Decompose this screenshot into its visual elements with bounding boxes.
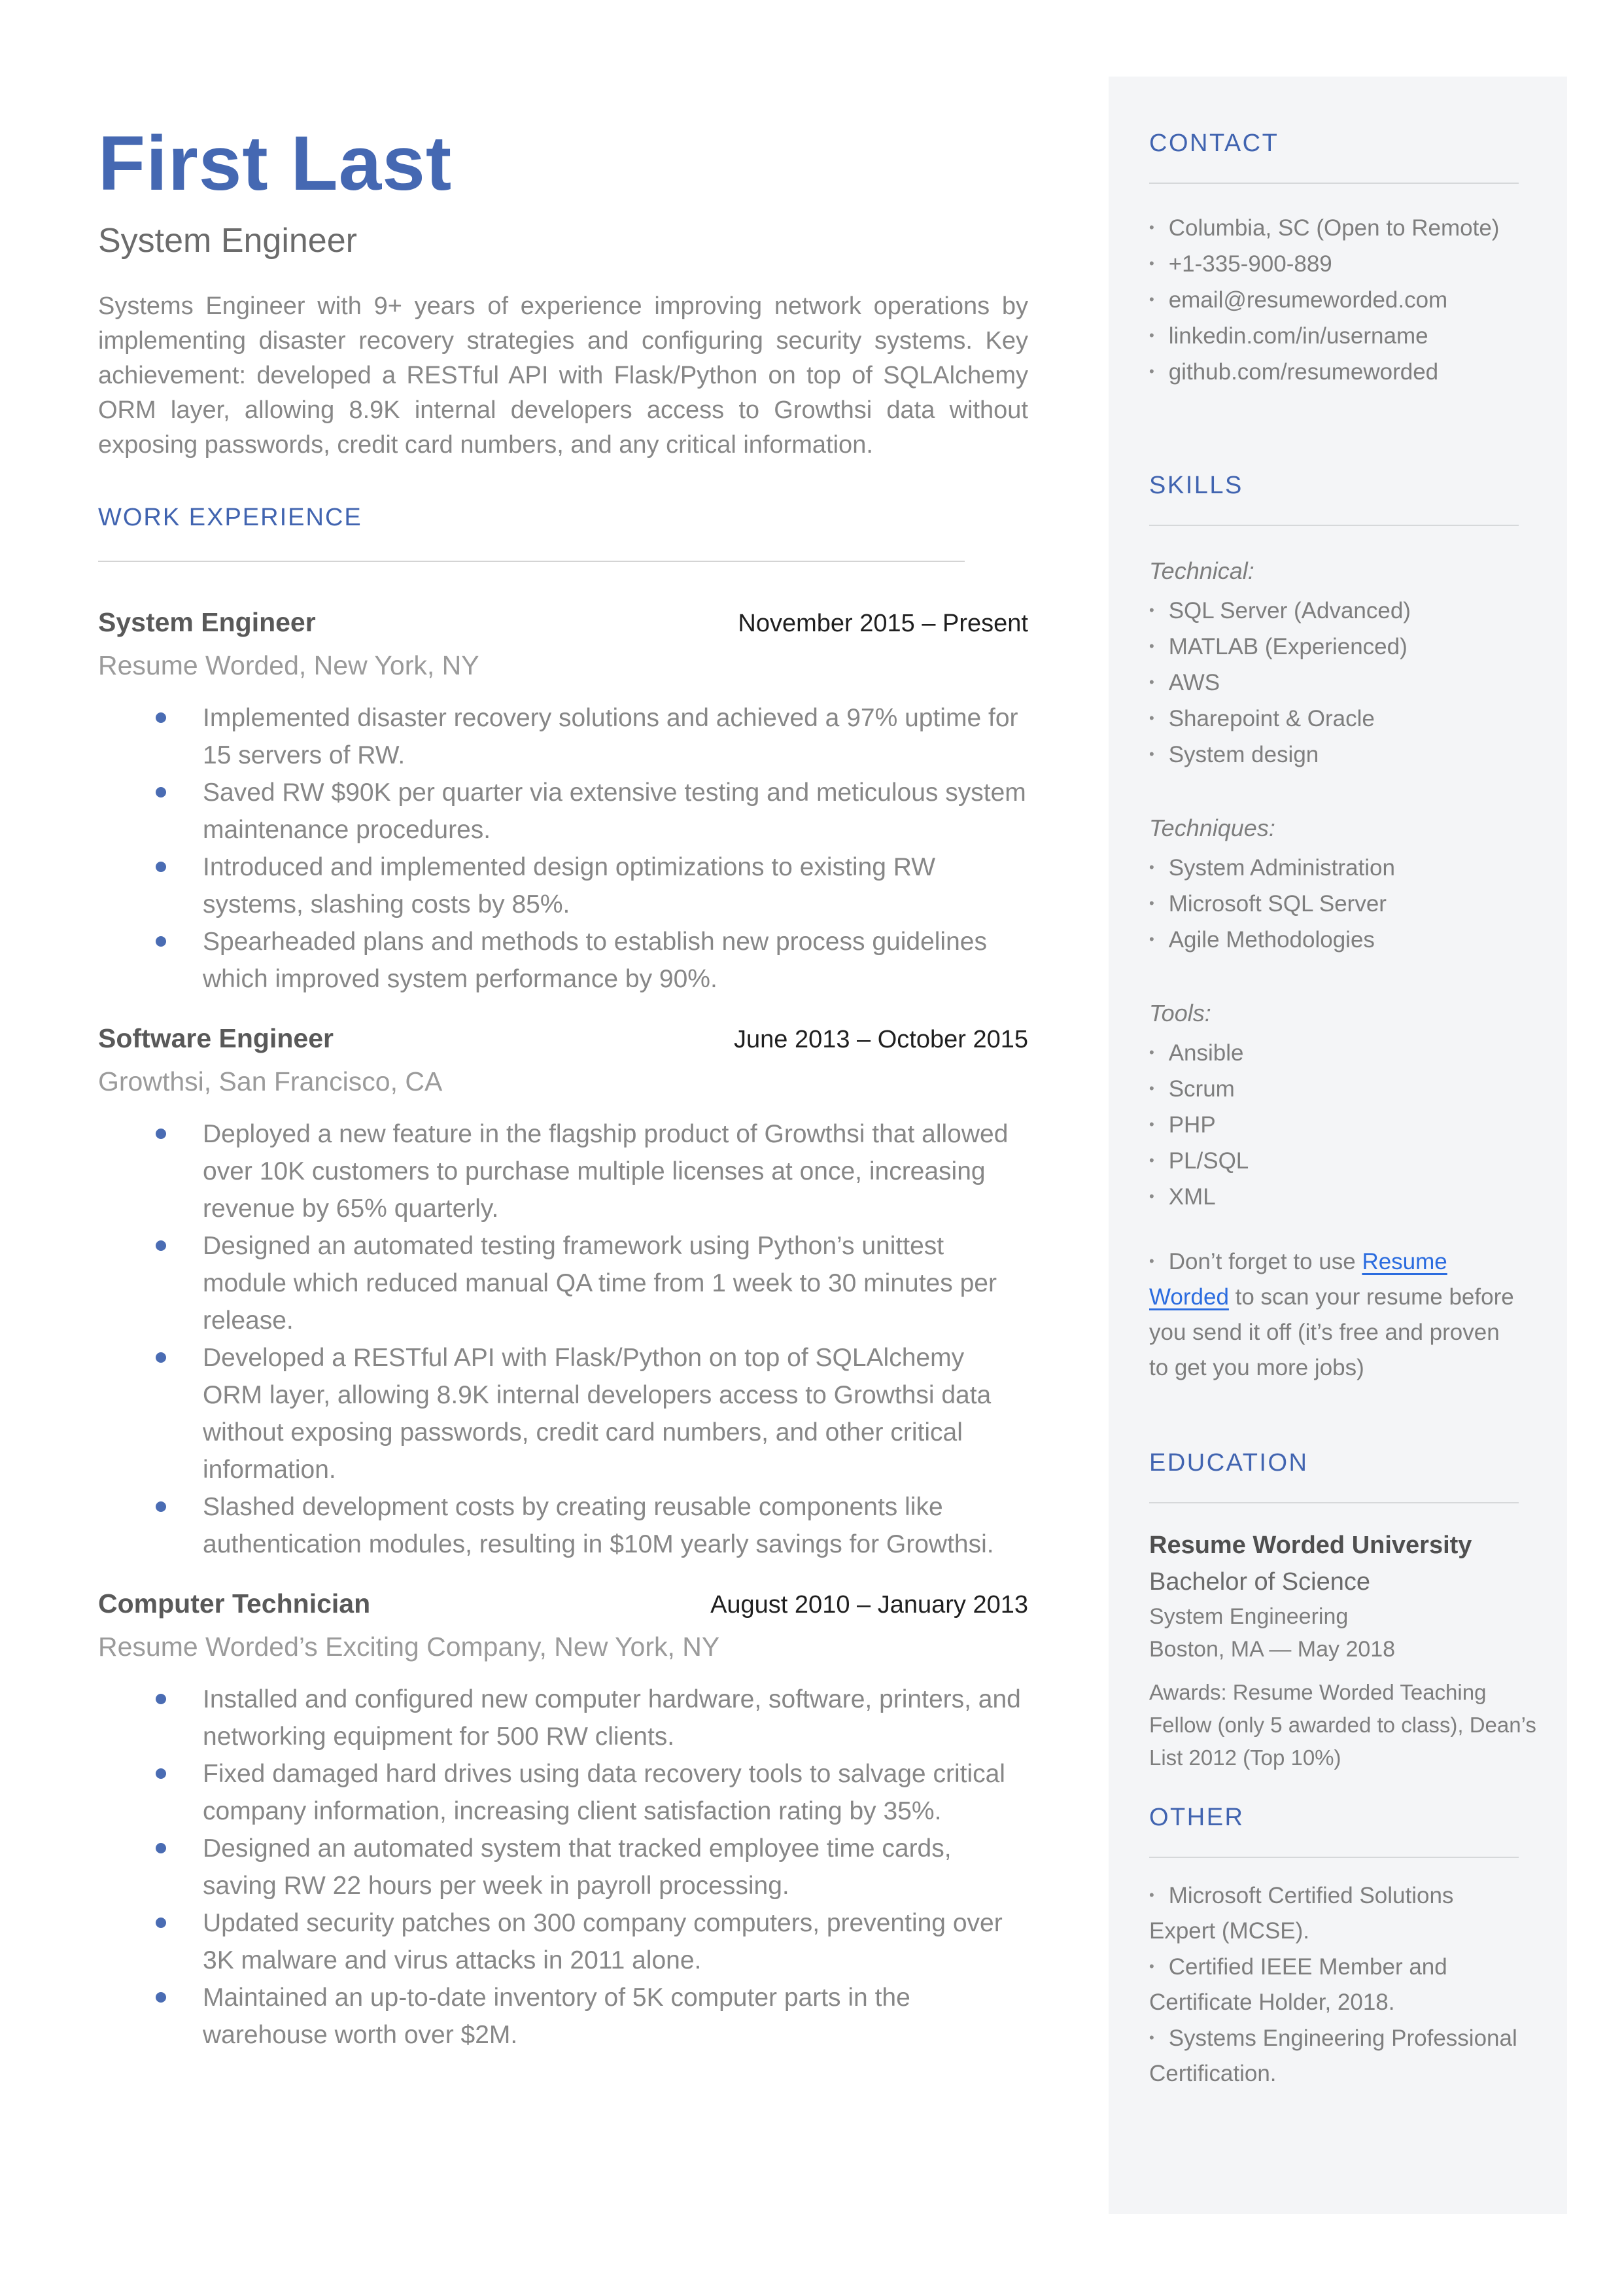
bullet-dot-icon: • <box>1149 1080 1154 1096</box>
skill-item <box>1149 922 1519 958</box>
education-awards: Awards: Resume Worded Teaching Fellow (only 5 awarded to class), Dean’s List 2012 (Top 10%) <box>1149 1680 1536 1770</box>
skill-group <box>1149 997 1519 1215</box>
bullet-dot-icon: • <box>1149 327 1154 343</box>
bullet-dot-icon <box>156 1240 166 1251</box>
section-heading-work-experience: WORK EXPERIENCE <box>98 504 362 532</box>
job-bullet-list <box>98 1681 1028 2054</box>
job-bullet-text: Slashed development costs by creating reusable components like authentication modules, resulting in $10M yearly savings for Growthsi. <box>203 1493 994 1559</box>
job-bullet <box>98 1755 1028 1830</box>
skill-group-label: Technical: <box>1149 557 1254 584</box>
education-entry <box>1149 1527 1536 1774</box>
bullet-dot-icon: • <box>1149 219 1154 236</box>
contact-item-text: github.com/resumeworded <box>1168 359 1439 385</box>
bullet-dot-icon: • <box>1149 1152 1154 1168</box>
professional-summary: Systems Engineer with 9+ years of experience improving network operations by implementing disaster recovery strategies and configuring security systems. Key achievement: developed a RESTful API with Flask/Python on top of SQLAlchemy ORM layer, allowing 8.9K internal developers access to Growthsi data without exposing passwords, credit card numbers, and any critical information. <box>98 292 1028 459</box>
job-bullet <box>98 1681 1028 1755</box>
skill-item <box>1149 737 1519 773</box>
job-title: System Engineer <box>98 607 316 638</box>
other-list <box>1149 1878 1519 2092</box>
job-header <box>98 604 1028 642</box>
headline-title: System Engineer <box>98 222 357 260</box>
job-bullet-text: Saved RW $90K per quarter via extensive testing and meticulous system maintenance procedures. <box>203 779 1026 845</box>
contact-item <box>1149 210 1519 246</box>
job-bullet-text: Maintained an up-to-date inventory of 5K computer parts in the warehouse worth over $2M. <box>203 1984 910 2050</box>
section-divider <box>1149 183 1519 184</box>
bullet-dot-icon <box>156 1768 166 1779</box>
job-company: Resume Worded’s Exciting Company, New York, NY <box>98 1632 720 1662</box>
skill-item <box>1149 1035 1519 1071</box>
job-bullet-text: Designed an automated system that tracked employee time cards, saving RW 22 hours per week in payroll processing. <box>203 1834 952 1901</box>
skill-item-text: System design <box>1168 742 1319 767</box>
other-item <box>1149 1878 1519 1949</box>
job-dates: June 2013 – October 2015 <box>733 1026 1028 1054</box>
bullet-dot-icon <box>156 1501 166 1512</box>
job-bullet <box>98 1830 1028 1904</box>
job-bullet-text: Implemented disaster recovery solutions and achieved a 97% uptime for 15 servers of RW. <box>203 704 1018 770</box>
bullet-dot-icon <box>156 1918 166 1928</box>
education-field: System Engineering <box>1149 1604 1349 1629</box>
other-item-text: Certified IEEE Member and Certificate Holder, 2018. <box>1149 1954 1447 2015</box>
skill-item-list <box>1149 1035 1519 1215</box>
sidebar <box>1109 77 1567 2214</box>
bullet-dot-icon: • <box>1149 1188 1154 1204</box>
skill-group-label: Techniques: <box>1149 815 1275 841</box>
skill-item <box>1149 665 1519 701</box>
job-bullet-list <box>98 699 1028 998</box>
bullet-dot-icon: • <box>1149 1253 1154 1269</box>
bullet-dot-icon: • <box>1149 1116 1154 1132</box>
job-bullet-text: Updated security patches on 300 company computers, preventing over 3K malware and virus attacks in 2011 alone. <box>203 1909 1003 1975</box>
job-company: Growthsi, San Francisco, CA <box>98 1066 443 1097</box>
bullet-dot-icon: • <box>1149 895 1154 911</box>
skill-item <box>1149 1107 1519 1143</box>
job-bullet-list <box>98 1115 1028 1563</box>
bullet-dot-icon: • <box>1149 1044 1154 1060</box>
skill-group-list <box>1149 555 1519 1215</box>
bullet-dot-icon: • <box>1149 1958 1154 1974</box>
bullet-dot-icon: • <box>1149 710 1154 726</box>
note-text-after: to scan your resume before you send it off (it’s free and proven to get you more jobs) <box>1149 1284 1514 1380</box>
contact-list <box>1149 210 1519 390</box>
skill-item <box>1149 1071 1519 1107</box>
skill-item-text: Agile Methodologies <box>1168 927 1375 953</box>
bullet-dot-icon: • <box>1149 291 1154 307</box>
bullet-dot-icon: • <box>1149 2029 1154 2046</box>
main-column <box>98 120 1028 2054</box>
bullet-dot-icon: • <box>1149 674 1154 690</box>
contact-item-text: linkedin.com/in/username <box>1168 323 1428 349</box>
bullet-dot-icon: • <box>1149 602 1154 618</box>
bullet-dot-icon <box>156 862 166 872</box>
skill-item-list <box>1149 593 1519 773</box>
bullet-dot-icon <box>156 1129 166 1139</box>
section-divider <box>1149 1857 1519 1858</box>
skill-item-text: SQL Server (Advanced) <box>1168 598 1411 623</box>
bullet-dot-icon: • <box>1149 859 1154 875</box>
skill-item <box>1149 593 1519 629</box>
bullet-dot-icon <box>156 1992 166 2003</box>
job-dates: November 2015 – Present <box>738 610 1028 638</box>
job-entry <box>98 604 1028 998</box>
skill-item-text: XML <box>1168 1184 1216 1210</box>
bullet-dot-icon: • <box>1149 1887 1154 1903</box>
name-heading: First Last <box>98 120 453 207</box>
bullet-dot-icon <box>156 712 166 723</box>
skill-item <box>1149 850 1519 886</box>
job-bullet <box>98 1115 1028 1227</box>
skill-item <box>1149 1179 1519 1215</box>
bullet-dot-icon <box>156 1352 166 1363</box>
sidebar-note <box>1149 1244 1519 1386</box>
job-bullet <box>98 1339 1028 1488</box>
section-heading-education: EDUCATION <box>1149 1449 1309 1477</box>
skill-item-text: PL/SQL <box>1168 1148 1249 1174</box>
contact-item-text: email@resumeworded.com <box>1168 287 1448 313</box>
skill-item-text: Scrum <box>1168 1076 1235 1102</box>
contact-item-text: Columbia, SC (Open to Remote) <box>1168 215 1500 241</box>
other-item-text: Systems Engineering Professional Certification. <box>1149 2025 1517 2086</box>
job-bullet <box>98 1979 1028 2054</box>
skill-item-text: Ansible <box>1168 1040 1244 1066</box>
job-bullet-text: Introduced and implemented design optimizations to existing RW systems, slashing costs by 85%. <box>203 853 936 919</box>
other-item <box>1149 2020 1519 2092</box>
job-bullet-text: Developed a RESTful API with Flask/Python on top of SQLAlchemy ORM layer, allowing 8.9K internal developers access to Growthsi data without exposing passwords, credit card numbers, and other critical information. <box>203 1344 992 1484</box>
skill-item <box>1149 629 1519 665</box>
job-bullet-text: Spearheaded plans and methods to establish new process guidelines which improved system performance by 90%. <box>203 928 987 994</box>
skills-section <box>1149 471 1519 1386</box>
job-entry <box>98 1585 1028 2054</box>
education-location-date: Boston, MA — May 2018 <box>1149 1637 1396 1662</box>
education-school: Resume Worded University <box>1149 1532 1472 1559</box>
section-divider <box>1149 525 1519 526</box>
bullet-dot-icon <box>156 787 166 797</box>
contact-section <box>1149 129 1519 390</box>
section-divider <box>1149 1502 1519 1503</box>
skill-item-text: MATLAB (Experienced) <box>1168 634 1408 659</box>
skill-item <box>1149 1143 1519 1179</box>
section-heading-skills: SKILLS <box>1149 472 1243 499</box>
skill-item <box>1149 701 1519 737</box>
contact-item <box>1149 282 1519 318</box>
other-item <box>1149 1949 1519 2020</box>
job-title: Computer Technician <box>98 1588 371 1619</box>
bullet-dot-icon <box>156 936 166 947</box>
skill-item-text: System Administration <box>1168 855 1395 881</box>
education-degree: Bachelor of Science <box>1149 1568 1370 1596</box>
job-bullet <box>98 699 1028 774</box>
bullet-dot-icon <box>156 1843 166 1853</box>
contact-item <box>1149 354 1519 390</box>
skill-item-list <box>1149 850 1519 958</box>
job-bullet <box>98 1488 1028 1563</box>
skill-item <box>1149 886 1519 922</box>
section-heading-contact: CONTACT <box>1149 130 1279 157</box>
bullet-dot-icon <box>156 1694 166 1704</box>
other-section <box>1149 1803 1519 2092</box>
skill-group-label: Tools: <box>1149 1000 1211 1026</box>
skill-group <box>1149 812 1519 958</box>
job-title: Software Engineer <box>98 1023 334 1054</box>
contact-item <box>1149 318 1519 354</box>
job-bullet-text: Fixed damaged hard drives using data recovery tools to salvage critical company information, increasing client satisfaction rating by 35%. <box>203 1760 1005 1826</box>
sidebar-content <box>1109 77 1567 2092</box>
bullet-dot-icon: • <box>1149 746 1154 762</box>
section-heading-other: OTHER <box>1149 1804 1245 1831</box>
note-text-before: Don’t forget to use <box>1168 1249 1362 1274</box>
job-company: Resume Worded, New York, NY <box>98 650 479 681</box>
skill-item-text: Sharepoint & Oracle <box>1168 706 1375 731</box>
job-entry <box>98 1020 1028 1563</box>
resume-worded-link[interactable]: Resume Worded <box>1149 1249 1447 1310</box>
skill-item-text: Microsoft SQL Server <box>1168 891 1387 917</box>
section-divider <box>98 561 965 562</box>
contact-item-text: +1-335-900-889 <box>1168 251 1332 277</box>
job-header <box>98 1020 1028 1058</box>
education-section <box>1149 1448 1536 1774</box>
job-bullet <box>98 1904 1028 1979</box>
job-dates: August 2010 – January 2013 <box>710 1591 1028 1619</box>
job-bullet <box>98 1227 1028 1339</box>
job-bullet-text: Designed an automated testing framework using Python’s unittest module which reduced manual QA time from 1 week to 30 minutes per release. <box>203 1232 997 1335</box>
job-bullet-text: Installed and configured new computer hardware, software, printers, and networking equipment for 500 RW clients. <box>203 1685 1021 1751</box>
skill-item-text: PHP <box>1168 1112 1216 1138</box>
bullet-dot-icon: • <box>1149 255 1154 272</box>
job-header <box>98 1585 1028 1623</box>
skill-group <box>1149 555 1519 773</box>
job-bullet-text: Deployed a new feature in the flagship product of Growthsi that allowed over 10K customers to purchase multiple licenses at once, increasing revenue by 65% quarterly. <box>203 1120 1009 1223</box>
job-bullet <box>98 849 1028 923</box>
job-list <box>98 604 1028 2054</box>
other-item-text: Microsoft Certified Solutions Expert (MCSE). <box>1149 1883 1454 1944</box>
bullet-dot-icon: • <box>1149 931 1154 947</box>
skill-item-text: AWS <box>1168 670 1220 695</box>
bullet-dot-icon: • <box>1149 638 1154 654</box>
bullet-dot-icon: • <box>1149 363 1154 379</box>
job-bullet <box>98 923 1028 998</box>
contact-item <box>1149 246 1519 282</box>
job-bullet <box>98 774 1028 849</box>
